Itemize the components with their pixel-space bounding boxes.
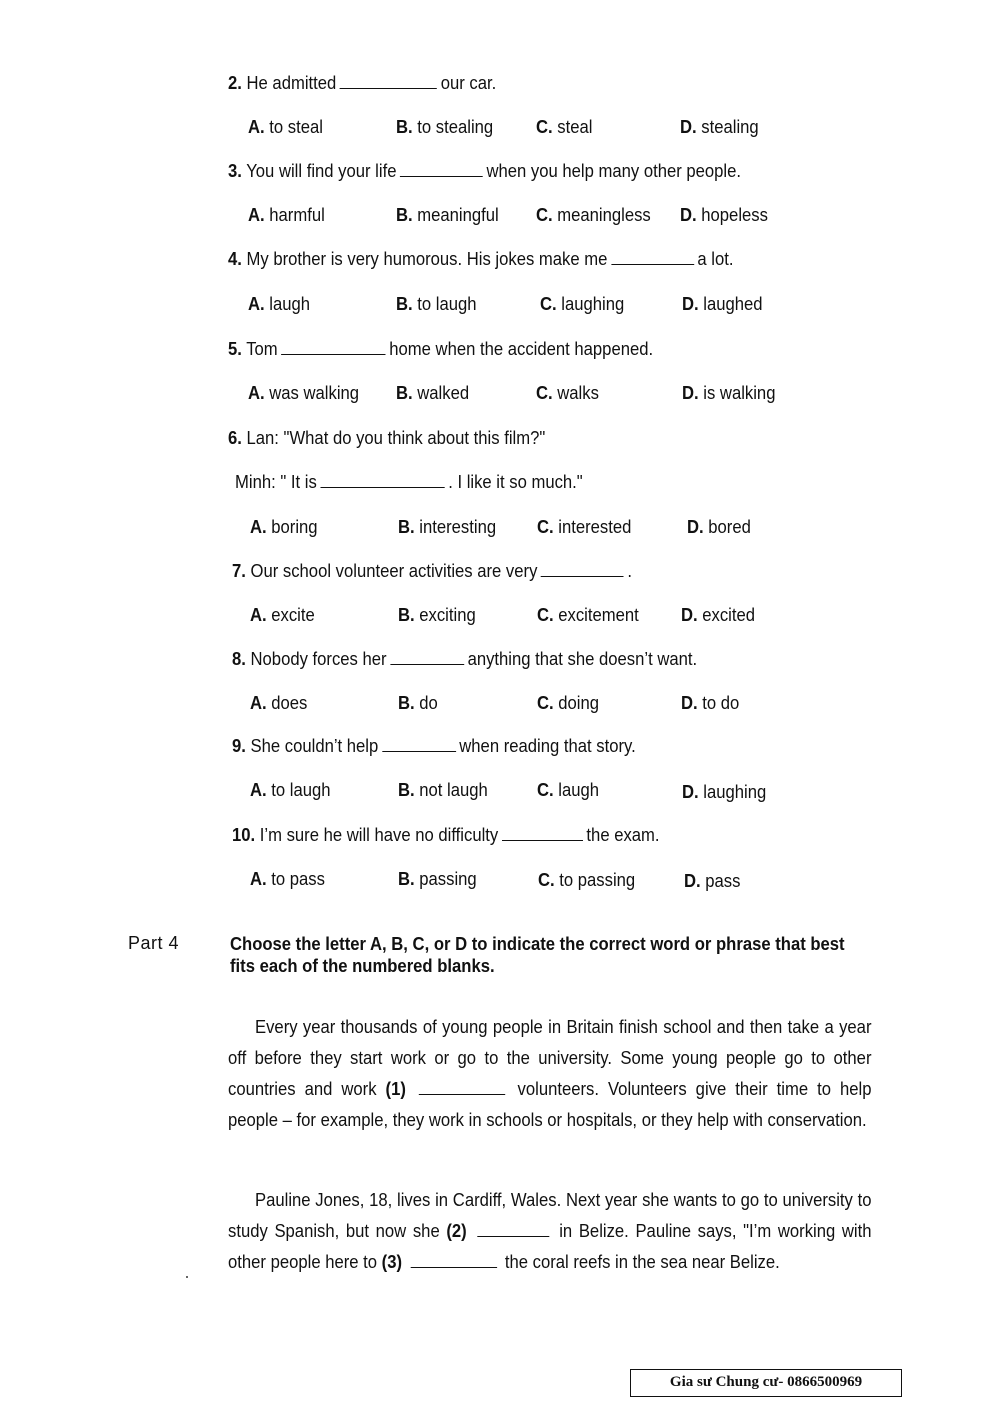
option-d: D. stealing bbox=[680, 116, 759, 137]
option-b: B. to laugh bbox=[396, 293, 477, 314]
option-b: B. not laugh bbox=[398, 779, 488, 800]
question-5: 5. Tom home when the accident happened. bbox=[228, 338, 654, 359]
option-a: A. boring bbox=[250, 516, 318, 537]
option-b: B. exciting bbox=[398, 604, 476, 625]
option-a: A. was walking bbox=[248, 382, 360, 403]
answer-blank bbox=[477, 1235, 549, 1237]
option-a: A. does bbox=[250, 692, 308, 713]
scan-speck bbox=[186, 1276, 188, 1278]
option-c: C. interested bbox=[537, 516, 632, 537]
option-c: C. doing bbox=[537, 692, 600, 713]
answer-blank bbox=[382, 750, 456, 752]
answer-blank bbox=[340, 87, 437, 89]
option-a: A. harmful bbox=[248, 204, 325, 225]
option-d: D. laughing bbox=[682, 781, 767, 802]
part-instruction: Choose the letter A, B, C, or D to indicate the correct word or phrase that best fits each of the numbered blanks. bbox=[230, 933, 845, 976]
option-d: D. is walking bbox=[682, 382, 776, 403]
option-d: D. excited bbox=[681, 604, 756, 625]
question-3: 3. You will find your life when you help many other people. bbox=[228, 160, 742, 181]
option-c: C. steal bbox=[536, 116, 593, 137]
option-b: B. walked bbox=[396, 382, 470, 403]
option-a: A. excite bbox=[250, 604, 315, 625]
option-c: C. to passing bbox=[538, 869, 636, 890]
answer-blank bbox=[400, 175, 483, 177]
option-d: D. bored bbox=[687, 516, 751, 537]
answer-blank bbox=[281, 353, 385, 355]
reading-paragraph-2: Pauline Jones, 18, lives in Cardiff, Wales. Next year she wants to go to university to study Spanish, but now she (2) in Belize. Pauline says, "I’m working with other people here to (3) the coral reefs in the sea near Belize. bbox=[228, 1189, 872, 1272]
option-a: A. to laugh bbox=[250, 779, 331, 800]
question-10: 10. I’m sure he will have no difficulty the exam. bbox=[232, 824, 660, 845]
option-b: B. to stealing bbox=[396, 116, 494, 137]
option-a: A. to steal bbox=[248, 116, 323, 137]
option-b: B. do bbox=[398, 692, 438, 713]
question-6: 6. Lan: "What do you think about this film?" bbox=[228, 427, 546, 448]
option-a: A. to pass bbox=[250, 868, 325, 889]
question-7: 7. Our school volunteer activities are very . bbox=[232, 560, 633, 581]
option-a: A. laugh bbox=[248, 293, 311, 314]
footer-contact-box: Gia sư Chung cư- 0866500969 bbox=[630, 1369, 902, 1397]
question-4: 4. My brother is very humorous. His jokes make me a lot. bbox=[228, 248, 734, 269]
question-8: 8. Nobody forces her anything that she doesn’t want. bbox=[232, 648, 698, 669]
option-d: D. pass bbox=[684, 870, 741, 891]
option-c: C. walks bbox=[536, 382, 599, 403]
question-2: 2. He admitted our car. bbox=[228, 72, 497, 93]
answer-blank bbox=[502, 839, 583, 841]
option-b: B. interesting bbox=[398, 516, 497, 537]
option-d: D. to do bbox=[681, 692, 740, 713]
part-label: Part 4 bbox=[128, 933, 180, 953]
answer-blank bbox=[419, 1093, 505, 1095]
option-b: B. passing bbox=[398, 868, 477, 889]
option-b: B. meaningful bbox=[396, 204, 499, 225]
option-d: D. hopeless bbox=[680, 204, 768, 225]
answer-blank bbox=[541, 575, 624, 577]
option-c: C. excitement bbox=[537, 604, 639, 625]
option-d: D. laughed bbox=[682, 293, 763, 314]
option-c: C. meaningless bbox=[536, 204, 651, 225]
answer-blank bbox=[320, 486, 444, 488]
reading-paragraph-1: Every year thousands of young people in Britain finish school and then take a year off before they start work or go to the university. Some young people go to other countries and work (1) volunteers. Volunteers give their time to help people – for example, they work in schools or hospitals, or they help with conservation. bbox=[228, 1016, 872, 1130]
option-c: C. laughing bbox=[540, 293, 625, 314]
answer-blank bbox=[611, 263, 694, 265]
answer-blank bbox=[390, 663, 464, 665]
answer-blank bbox=[410, 1266, 496, 1268]
question-9: 9. She couldn’t help when reading that story. bbox=[232, 735, 636, 756]
option-c: C. laugh bbox=[537, 779, 600, 800]
question-6-line2: Minh: " It is . I like it so much." bbox=[235, 471, 583, 492]
